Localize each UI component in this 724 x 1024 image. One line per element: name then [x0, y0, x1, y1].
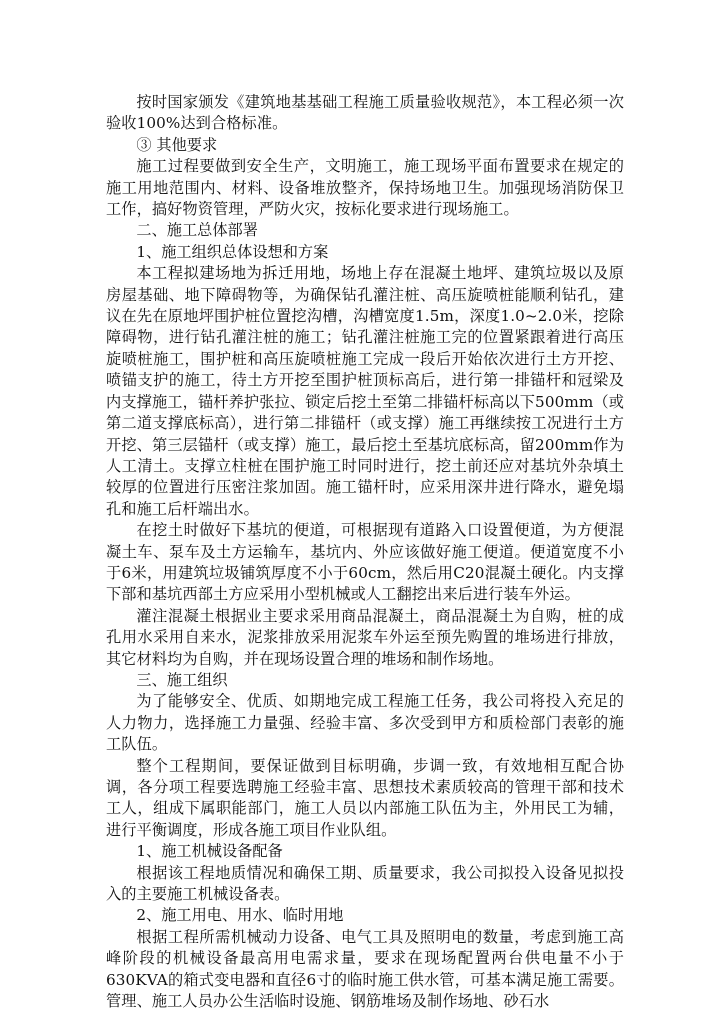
heading-overall-deployment: 二、施工总体部署 — [136, 221, 258, 240]
paragraph-acceptance-standard: 按时国家颁发《建筑地基基础工程施工质量验收规范》，本工程必须一次验收100%达到合格标准。 — [106, 93, 624, 133]
document-page — [106, 92, 624, 1012]
paragraph-team-selection: 为了能够安全、优质、如期地完成工程施工任务，我公司将投入充足的人力物力，选择施工力量强、经验丰富、多次受到甲方和质检部门表彰的施工队伍。 — [106, 692, 624, 754]
paragraph-site-construction-plan: 本工程拟建场地为拆迁用地，场地上存在混凝土地坪、建筑垃圾以及原房屋基础、地下障碍物等，为确保钻孔灌注桩、高压旋喷桩能顺利钻孔，建议在先在原地坪围护桩位置挖沟槽，沟槽宽度1.5m，深度1.0~2.0米，挖除障碍物，进行钻孔灌注桩的施工；钻孔灌注桩施工完的位置紧跟着进行高压旋喷桩施工，围护桩和高压旋喷桩施工完成一段后开始依次进行土方开挖、喷锚支护的施工，待土方开挖至围护桩顶标高后，进行第一排锚杆和冠梁及内支撑施工，锚杆养护张拉、锁定后挖土至第二排锚杆标高以下500mm（或第二道支撑底标高），进行第二排锚杆（或支撑）施工再继续按工况进行土方开挖、第三层锚杆（或支撑）施工，最后挖土至基坑底标高，留200mm作为人工清土。支撑立柱桩在围护施工时同时进行，挖土前还应对基坑外杂填土较厚的位置进行压密注浆加固。施工锚杆时，应采用深井进行降水，避免塌孔和施工后杆端出水。 — [106, 264, 624, 518]
heading-utilities-land: 2、施工用电、用水、临时用地 — [136, 906, 344, 925]
paragraph-concrete-materials: 灌注混凝土根据业主要求采用商品混凝土，商品混凝土为自购，桩的成孔用水采用自来水，泥浆排放采用泥浆车外运至预先购置的堆场进行排放，其它材料均为自购，并在现场设置合理的堆场和制作场地。 — [106, 606, 624, 668]
heading-other-requirements: ③ 其他要求 — [136, 135, 218, 154]
paragraph-power-water: 根据工程所需机械动力设备、电气工具及照明电的数量，考虑到施工高峰阶段的机械设备最高用电需求量，要求在现场配置两台供电量不小于630KVA的箱式变电器和直径6寸的临时施工供水管，可基本满足施工需要。管理、施工人员办公生活临时设施、钢筋堆场及制作场地、砂石水 — [106, 927, 624, 1011]
paragraph-machinery-list: 根据该工程地质情况和确保工期、质量要求，我公司拟投入设备见拟投入的主要施工机械设备表。 — [106, 863, 624, 904]
paragraph-coordination: 整个工程期间，要保证做到目标明确，步调一致，有效地相互配合协调，各分项工程要选聘施工经验丰富、思想技术素质较高的管理干部和技术工人，组成下属职能部门，施工人员以内部施工队伍为主，外用民工为辅，进行平衡调度，形成各施工项目作业队组。 — [106, 756, 624, 839]
heading-construction-organization: 三、施工组织 — [136, 670, 228, 689]
paragraph-access-road: 在挖土时做好下基坑的便道，可根据现有道路入口设置便道，为方便混凝土车、泵车及土方运输车，基坑内、外应该做好施工便道。便道宽度不小于6米，用建筑垃圾铺筑厚度不小于60cm，然后用C20混凝土硬化。内支撑下部和基坑西部土方应采用小型机械或人工翻挖出来后进行装车外运。 — [106, 521, 624, 604]
paragraph-safety-civilized-construction: 施工过程要做到安全生产，文明施工，施工现场平面布置要求在规定的施工用地范围内、材料、设备堆放整齐，保持场地卫生。加强现场消防保卫工作，搞好物资管理，严防火灾，按标化要求进行现场施工。 — [106, 157, 624, 219]
heading-machinery: 1、施工机械设备配备 — [136, 842, 283, 861]
heading-organization-plan: 1、施工组织总体设想和方案 — [136, 242, 329, 261]
